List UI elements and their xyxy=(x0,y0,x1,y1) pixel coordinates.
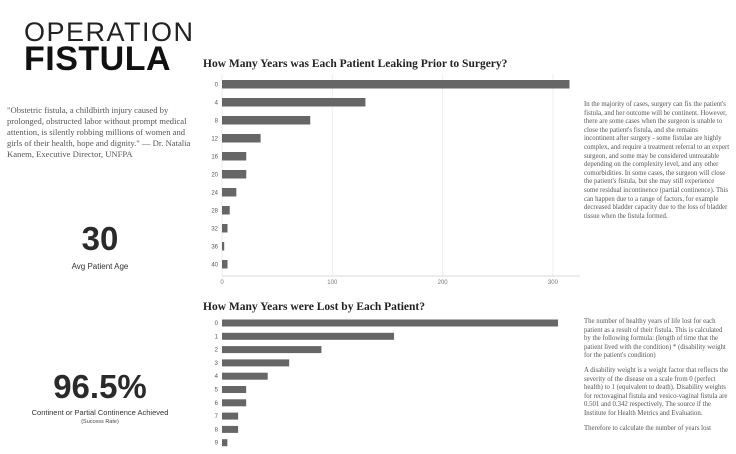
bar xyxy=(222,80,569,89)
avg-age-label: Avg Patient Age xyxy=(71,262,129,271)
y-tick-label: 4 xyxy=(214,374,218,381)
bar xyxy=(222,260,228,269)
years-lost-note-2: A disability weight is a weight factor that reflects the severity of the disease on a scale from 0 (perfect health) to 1 (equivalent to death). Disability weights for rectovaginal fistula and vesico-vaginal fistula are 0.501 and 0.342 respectively. The source if the Institute for Health Metrics and Evaluation. xyxy=(584,366,729,417)
years-lost-note-3: Therefore to calculate the number of years lost xyxy=(584,424,712,432)
y-tick-label: 12 xyxy=(211,136,218,143)
y-tick-label: 7 xyxy=(214,414,218,421)
bar xyxy=(222,98,365,107)
y-tick-label: 2 xyxy=(214,347,218,354)
bar xyxy=(222,188,236,197)
success-rate-sublabel: (Success Rate) xyxy=(81,419,119,425)
bar xyxy=(222,359,289,366)
y-tick-label: 1 xyxy=(214,334,218,341)
bar xyxy=(222,206,230,215)
y-tick-label: 32 xyxy=(211,226,218,233)
y-tick-label: 0 xyxy=(214,321,218,327)
leaking-years-chart xyxy=(200,72,580,294)
bar xyxy=(222,224,228,233)
years-lost-chart xyxy=(200,315,580,454)
y-tick-label: 6 xyxy=(214,400,218,407)
y-tick-label: 20 xyxy=(211,172,218,179)
x-tick-label: 300 xyxy=(547,280,558,286)
avg-age-value: 30 xyxy=(81,220,119,257)
chart-title-years-lost: How Many Years were Lost by Each Patient? xyxy=(203,301,425,313)
y-tick-label: 40 xyxy=(211,262,218,269)
y-tick-label: 8 xyxy=(214,118,218,125)
bar xyxy=(222,413,238,420)
y-tick-label: 4 xyxy=(214,100,218,107)
chart-title-leaking-years: How Many Years was Each Patient Leaking Prior to Surgery? xyxy=(203,58,508,70)
x-tick-label: 100 xyxy=(327,280,338,286)
bar xyxy=(222,346,321,353)
bar xyxy=(222,152,246,161)
bar xyxy=(222,333,394,340)
y-tick-label: 16 xyxy=(211,154,218,161)
years-lost-notes xyxy=(584,318,730,439)
bar xyxy=(222,116,310,125)
bar xyxy=(222,373,268,380)
bar xyxy=(222,242,224,251)
y-tick-label: 36 xyxy=(211,244,218,251)
y-tick-label: 3 xyxy=(214,360,218,367)
x-tick-label: 0 xyxy=(220,280,224,286)
surgery-outcome-notes: In the majority of cases, surgery can fix the patient's fistula, and her outcome will be continent. However, there are some cases when the surgeon is unable to close the patient's fistula, and she remains incontinent after surgery - some fistulae are highly complex, and require a treatment referral to an expert surgeon, and some may be considered untreatable depending on the complexity level, and any other comorbidities. In some cases, the surgeon will close the patient's fistula, but she may still experience some residual incontinence (partial continence). This can happen due to a range of factors, for example decreased bladder capacity due to the loss of bladder tissue when the fistula formed. xyxy=(584,101,730,220)
bar xyxy=(222,386,246,393)
bar xyxy=(222,170,246,179)
y-tick-label: 0 xyxy=(214,82,218,89)
logo-fistula-text: FISTULA xyxy=(24,40,172,78)
years-lost-note-1: The number of healthy years of life lost for each patient as a result of their fistula. This is calculated by the following formula: (length of time that the patient lived with the condition) * (disability weight for the patient's condition) xyxy=(584,318,726,360)
bar xyxy=(222,134,261,143)
success-rate-value: 96.5% xyxy=(53,368,147,405)
y-tick-label: 28 xyxy=(211,208,218,215)
y-tick-label: 8 xyxy=(214,427,218,434)
y-tick-label: 24 xyxy=(211,190,218,197)
bar xyxy=(222,439,227,446)
unfpa-quote: "Obstetric fistula, a childbirth injury caused by prolonged, obstructed labor without prompt medical attention, is silently robbing millions of women and girls of their health, hope and dignity." — Dr. Natalia Kanem, Executive Director, UNFPA xyxy=(7,105,191,159)
y-tick-label: 9 xyxy=(214,440,218,447)
bar xyxy=(222,320,558,327)
bar xyxy=(222,399,246,406)
logo-operation-text: OPERATION xyxy=(24,17,195,47)
success-rate-label: Continent or Partial Continence Achieved xyxy=(31,408,169,417)
bar xyxy=(222,426,238,433)
x-tick-label: 200 xyxy=(437,280,448,286)
y-tick-label: 5 xyxy=(214,387,218,394)
